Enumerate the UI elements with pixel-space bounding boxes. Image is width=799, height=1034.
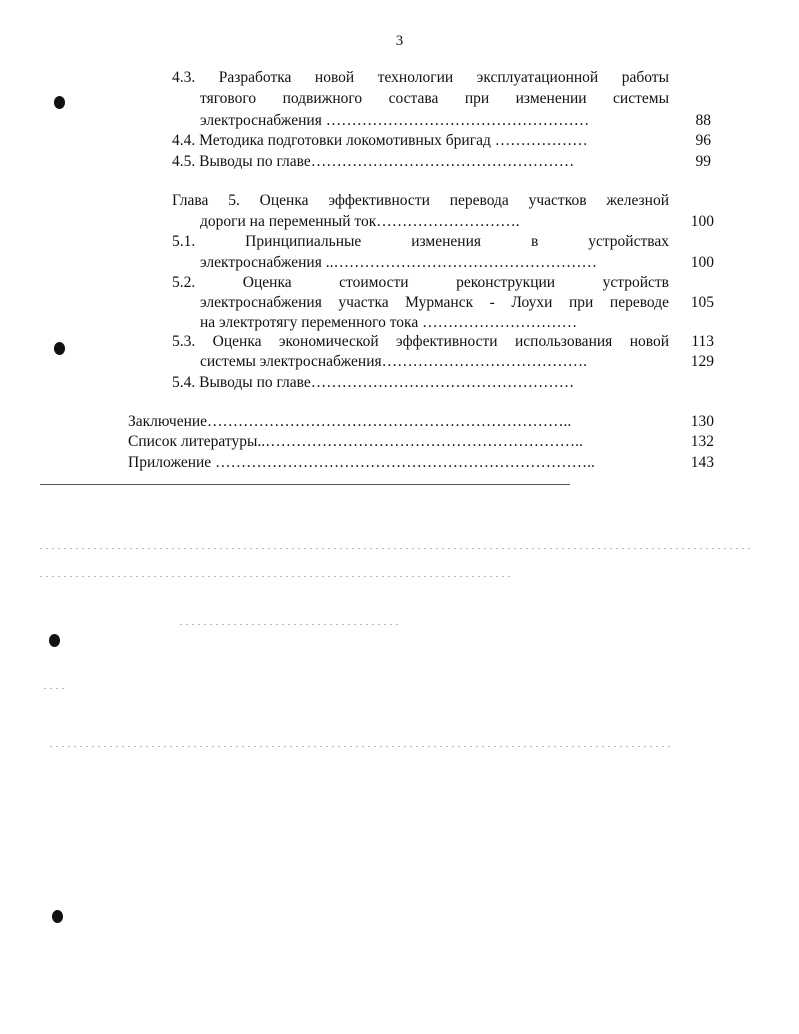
binder-hole-mark: [49, 634, 60, 647]
toc-page-4-5: 99: [695, 153, 711, 170]
toc-page-4-4: 96: [695, 132, 711, 149]
binder-hole-mark: [54, 96, 65, 109]
toc-entry-5-2-line2: электроснабжения участка Мурманск - Лоухи при переводе: [200, 294, 669, 311]
binder-hole-mark: [54, 342, 65, 355]
toc-entry-4-3-line2: тягового подвижного состава при изменении системы: [200, 90, 669, 107]
toc-appendix: Приложение ………………………………………………………………..: [128, 454, 595, 471]
toc-entry-4-5: 4.5. Выводы по главе……………………………………………: [172, 153, 575, 170]
page-number: 3: [395, 33, 404, 49]
scan-noise-line: [180, 624, 400, 625]
toc-entry-5-1-line2: электроснабжения ..……………………………………………: [200, 254, 597, 271]
toc-entry-5-2-line3: на электротягу переменного тока …………………………: [200, 314, 578, 331]
toc-page-chapter-5: 100: [690, 213, 714, 230]
toc-entry-5-3-line2: системы электроснабжения………………………………….: [200, 353, 588, 370]
toc-entry-4-4: 4.4. Методика подготовки локомотивных бригад ………………: [172, 132, 588, 149]
toc-page-5-3-second: 129: [690, 353, 714, 370]
binder-hole-mark: [52, 910, 63, 923]
scan-noise-line: [44, 688, 64, 689]
toc-page-references: 132: [690, 433, 714, 450]
toc-chapter-5-line1: Глава 5. Оценка эффективности перевода участков железной: [172, 192, 669, 209]
toc-entry-4-3-line3: электроснабжения ……………………………………………: [200, 112, 590, 129]
toc-chapter-5-line2: дороги на переменный ток……………………….: [200, 213, 520, 230]
scan-noise-line: [40, 576, 510, 577]
toc-entry-5-3-line1: 5.3. Оценка экономической эффективности использования новой: [172, 333, 669, 350]
separator-rule: [40, 484, 570, 485]
toc-entry-5-4: 5.4. Выводы по главе……………………………………………: [172, 374, 575, 391]
toc-entry-4-3-line1: 4.3. Разработка новой технологии эксплуатационной работы: [172, 69, 669, 86]
toc-page-5-2: 105: [690, 294, 714, 311]
toc-page-conclusion: 130: [690, 413, 714, 430]
toc-conclusion: Заключение……………………………………………………………..: [128, 413, 572, 430]
scan-noise-line: [50, 746, 670, 747]
toc-page-appendix: 143: [690, 454, 714, 471]
toc-references: Список литературы..……………………………………………………..: [128, 433, 583, 450]
scan-noise-line: [40, 548, 750, 549]
toc-page-4-3: 88: [695, 112, 711, 129]
toc-page-5-1: 100: [690, 254, 714, 271]
toc-entry-5-1-line1: 5.1. Принципиальные изменения в устройствах: [172, 233, 669, 250]
toc-entry-5-2-line1: 5.2. Оценка стоимости реконструкции устройств: [172, 274, 669, 291]
toc-page-5-3: 113: [691, 333, 714, 350]
